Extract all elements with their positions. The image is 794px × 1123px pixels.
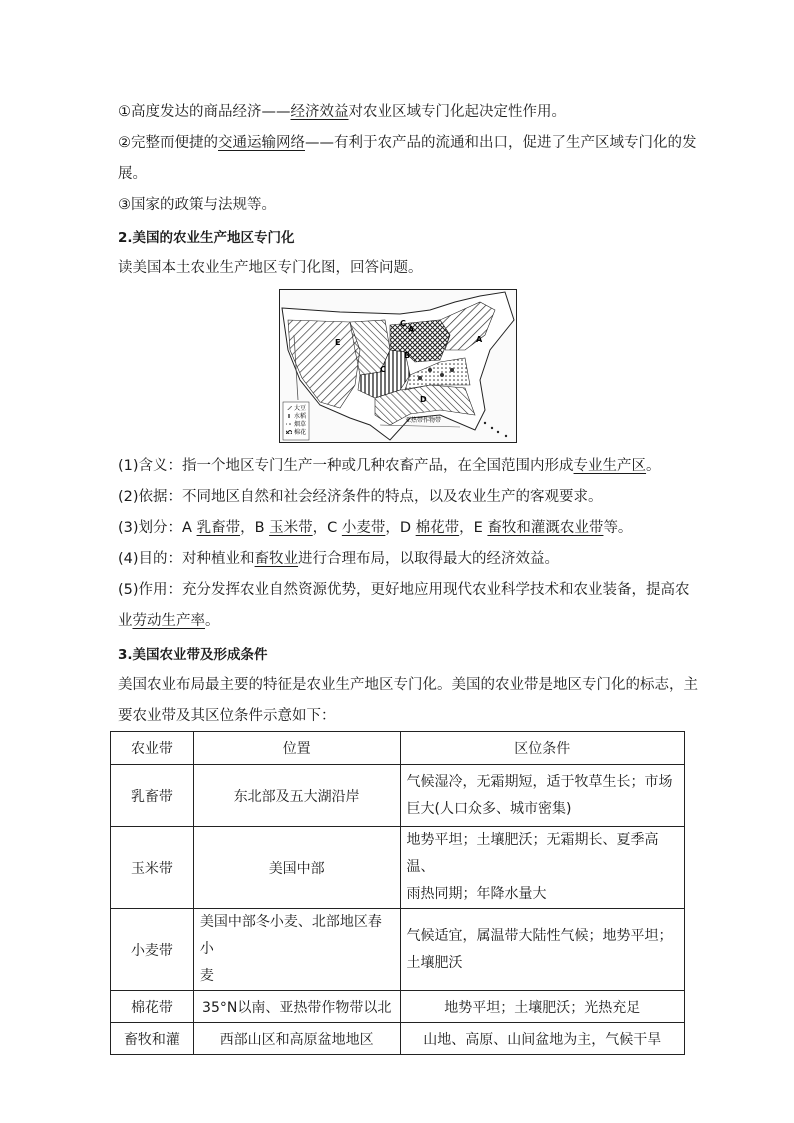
point-3: (3)划分：A 乳畜带，B 玉米带，C 小麦带，D 棉花带，E 畜牧和灌溉农业带等。	[118, 520, 633, 536]
table-row	[111, 827, 685, 909]
cell-location: 美国中部冬小麦、北部地区春小 麦	[193, 909, 400, 991]
intro-line-2b: 展。	[118, 166, 147, 182]
intro-line-3: ③国家的政策与法规等。	[118, 197, 276, 213]
map-belt-label: 亚热带作物带	[405, 417, 442, 424]
point-2: (2)依据：不同地区自然和社会经济条件的特点，以及农业生产的客观要求。	[118, 489, 603, 505]
map-label-a: A	[408, 325, 415, 334]
cell-belt: 小麦带	[111, 909, 194, 991]
section-2-title: 2.美国的农业生产地区专门化	[118, 230, 295, 246]
cell-location: 东北部及五大湖沿岸	[193, 765, 400, 827]
map-label-c: C	[400, 319, 406, 328]
map-label-c2: C	[380, 365, 386, 374]
table-row	[111, 909, 685, 991]
map-legend-2: 水稻	[294, 413, 307, 420]
map-legend-3: 烟草	[294, 421, 307, 428]
agriculture-belt-table	[110, 731, 685, 1055]
cell-conditions: 地势平坦；土壤肥沃；光热充足	[400, 991, 684, 1023]
header-conditions: 区位条件	[400, 732, 684, 765]
table-row	[111, 1023, 685, 1055]
usa-agriculture-map	[279, 289, 517, 443]
point-5b: 业劳动生产率。	[118, 613, 220, 629]
table-row	[111, 765, 685, 827]
intro-line-2: ②完整而便捷的交通运输网络——有利于农产品的流通和出口，促进了生产区域专门化的发	[118, 135, 697, 151]
cell-belt: 乳畜带	[111, 765, 194, 827]
cell-belt: 玉米带	[111, 827, 194, 909]
cell-location: 35°N以南、亚热带作物带以北	[193, 991, 400, 1023]
map-label-a2: A	[476, 335, 483, 344]
point-4: (4)目的：对种植业和畜牧业进行合理布局，以取得最大的经济效益。	[118, 551, 560, 567]
cell-conditions: 气候适宜，属温带大陆性气候；地势平坦； 土壤肥沃	[400, 909, 684, 991]
table-row	[111, 991, 685, 1023]
header-belt: 农业带	[111, 732, 194, 765]
section-3-lead-1: 美国农业布局最主要的特征是农业生产地区专门化。美国的农业带是地区专门化的标志，主	[118, 677, 698, 693]
point-1: (1)含义：指一个地区专门生产一种或几种农畜产品，在全国范围内形成专业生产区。	[118, 458, 661, 474]
cell-location: 西部山区和高原盆地地区	[193, 1023, 400, 1055]
map-label-e: E	[335, 338, 341, 347]
map-label-d: D	[420, 395, 427, 404]
table-header-row	[111, 732, 685, 765]
cell-belt: 棉花带	[111, 991, 194, 1023]
section-3-lead-2: 要农业带及其区位条件示意如下：	[118, 708, 336, 724]
cell-conditions: 气候湿冷，无霜期短，适于牧草生长；市场 巨大(人口众多、城市密集)	[400, 765, 684, 827]
intro-line-1: ①高度发达的商品经济——经济效益对农业区域专门化起决定性作用。	[118, 104, 566, 120]
point-5: (5)作用：充分发挥农业自然资源优势，更好地应用现代农业科学技术和农业装备，提高农	[118, 582, 690, 598]
cell-conditions: 山地、高原、山间盆地为主，气候干旱	[400, 1023, 684, 1055]
cell-conditions: 地势平坦；土壤肥沃；无霜期长、夏季高温、 雨热同期；年降水量大	[400, 827, 684, 909]
cell-location: 美国中部	[193, 827, 400, 909]
section-3-title: 3.美国农业带及形成条件	[118, 647, 268, 663]
cell-belt: 畜牧和灌	[111, 1023, 194, 1055]
header-location: 位置	[193, 732, 400, 765]
section-2-lead: 读美国本土农业生产地区专门化图，回答问题。	[118, 260, 423, 276]
map-legend-4: 棉花	[294, 429, 307, 436]
map-label-b: B	[404, 351, 411, 360]
map-legend-1: 大豆	[294, 405, 307, 412]
